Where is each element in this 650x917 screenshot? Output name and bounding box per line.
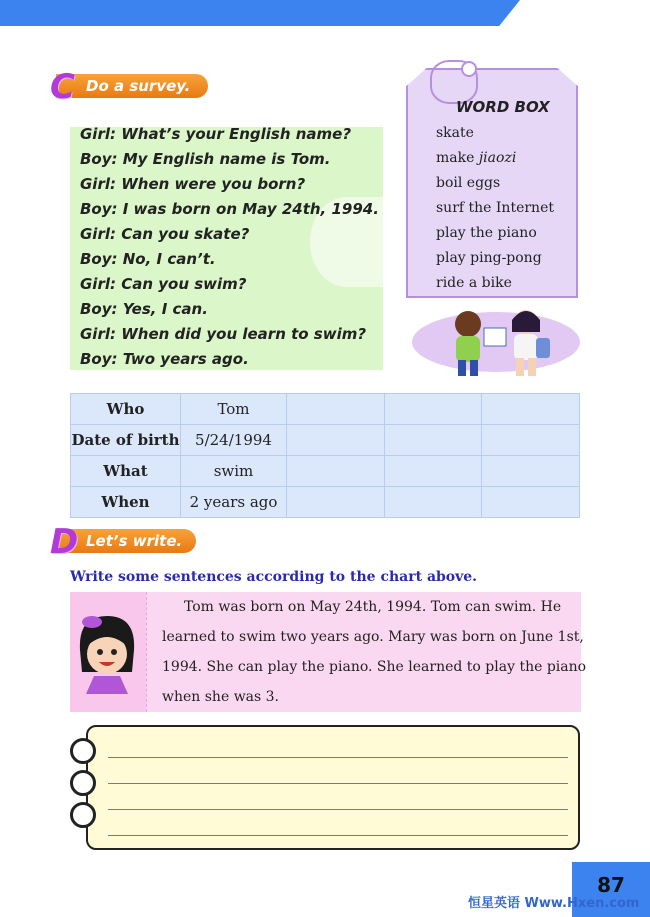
section-c-letter: C (50, 67, 75, 107)
writing-line[interactable] (108, 783, 568, 784)
top-banner (0, 0, 520, 26)
empty-cell[interactable] (384, 394, 482, 425)
empty-cell[interactable] (482, 425, 580, 456)
table-row (71, 456, 580, 487)
writing-area[interactable] (86, 725, 580, 850)
word-item: play the piano (436, 225, 537, 241)
table-row (71, 425, 580, 456)
spiral-ring-icon (70, 770, 96, 796)
dialog-line: Girl: Can you swim? (80, 275, 247, 293)
dialog-line: Girl: When did you learn to swim? (80, 325, 367, 343)
empty-cell[interactable] (287, 394, 385, 425)
survey-table (70, 393, 580, 518)
writing-line[interactable] (108, 835, 568, 836)
empty-cell[interactable] (384, 425, 482, 456)
row-label: When (71, 487, 181, 518)
word-item: surf the Internet (436, 200, 554, 216)
footer-watermark: 恒星英语 Www.Hxen.com (468, 896, 640, 911)
spiral-ring-icon (70, 738, 96, 764)
row-value: 5/24/1994 (181, 425, 287, 456)
empty-cell[interactable] (384, 487, 482, 518)
writing-line[interactable] (108, 809, 568, 810)
dialog-line: Boy: Yes, I can. (80, 300, 208, 318)
example-line: Tom was born on May 24th, 1994. Tom can swim. He (184, 599, 562, 615)
empty-cell[interactable] (384, 456, 482, 487)
girl-avatar (72, 610, 142, 694)
spiral-ring-icon (70, 802, 96, 828)
writing-line[interactable] (108, 757, 568, 758)
dialog-line: Boy: I was born on May 24th, 1994. (80, 200, 379, 218)
row-label: What (71, 456, 181, 487)
dialog-line: Girl: Can you skate? (80, 225, 250, 243)
row-value: Tom (181, 394, 287, 425)
instruction: Write some sentences according to the chart above. (70, 569, 478, 585)
example-line: learned to swim two years ago. Mary was born on June 1st, (162, 629, 584, 645)
example-line: 1994. She can play the piano. She learned to play the piano (162, 659, 587, 675)
dialog-line: Girl: When were you born? (80, 175, 306, 193)
tag-hole (461, 61, 477, 77)
dialog-line: Boy: No, I can’t. (80, 250, 216, 268)
empty-cell[interactable] (287, 487, 385, 518)
word-item: play ping-pong (436, 250, 542, 266)
row-value: swim (181, 456, 287, 487)
empty-cell[interactable] (482, 487, 580, 518)
row-value: 2 years ago (181, 487, 287, 518)
section-c-title: Do a survey. (56, 74, 208, 98)
dialog-line: Girl: What’s your English name? (80, 125, 352, 143)
kids-illustration (408, 302, 580, 380)
row-label: Date of birth (71, 425, 181, 456)
table-row (71, 394, 580, 425)
word-box-title: WORD BOX (456, 98, 550, 116)
table-row (71, 487, 580, 518)
empty-cell[interactable] (287, 456, 385, 487)
dialog-line: Boy: Two years ago. (80, 350, 249, 368)
word-box-list (436, 121, 554, 296)
example-line: when she was 3. (162, 689, 280, 705)
word-item: boil eggs (436, 175, 501, 191)
word-item: ride a bike (436, 275, 512, 291)
word-item: make jiaozi (436, 150, 517, 166)
dialog-line: Boy: My English name is Tom. (80, 150, 331, 168)
dialog (80, 122, 380, 372)
empty-cell[interactable] (287, 425, 385, 456)
example-paragraph (162, 592, 587, 712)
word-item: skate (436, 125, 474, 141)
page-number: 87 (572, 862, 650, 917)
section-d-letter: D (50, 522, 79, 562)
empty-cell[interactable] (482, 394, 580, 425)
row-label: Who (71, 394, 181, 425)
empty-cell[interactable] (482, 456, 580, 487)
section-d-title: Let’s write. (56, 529, 196, 553)
